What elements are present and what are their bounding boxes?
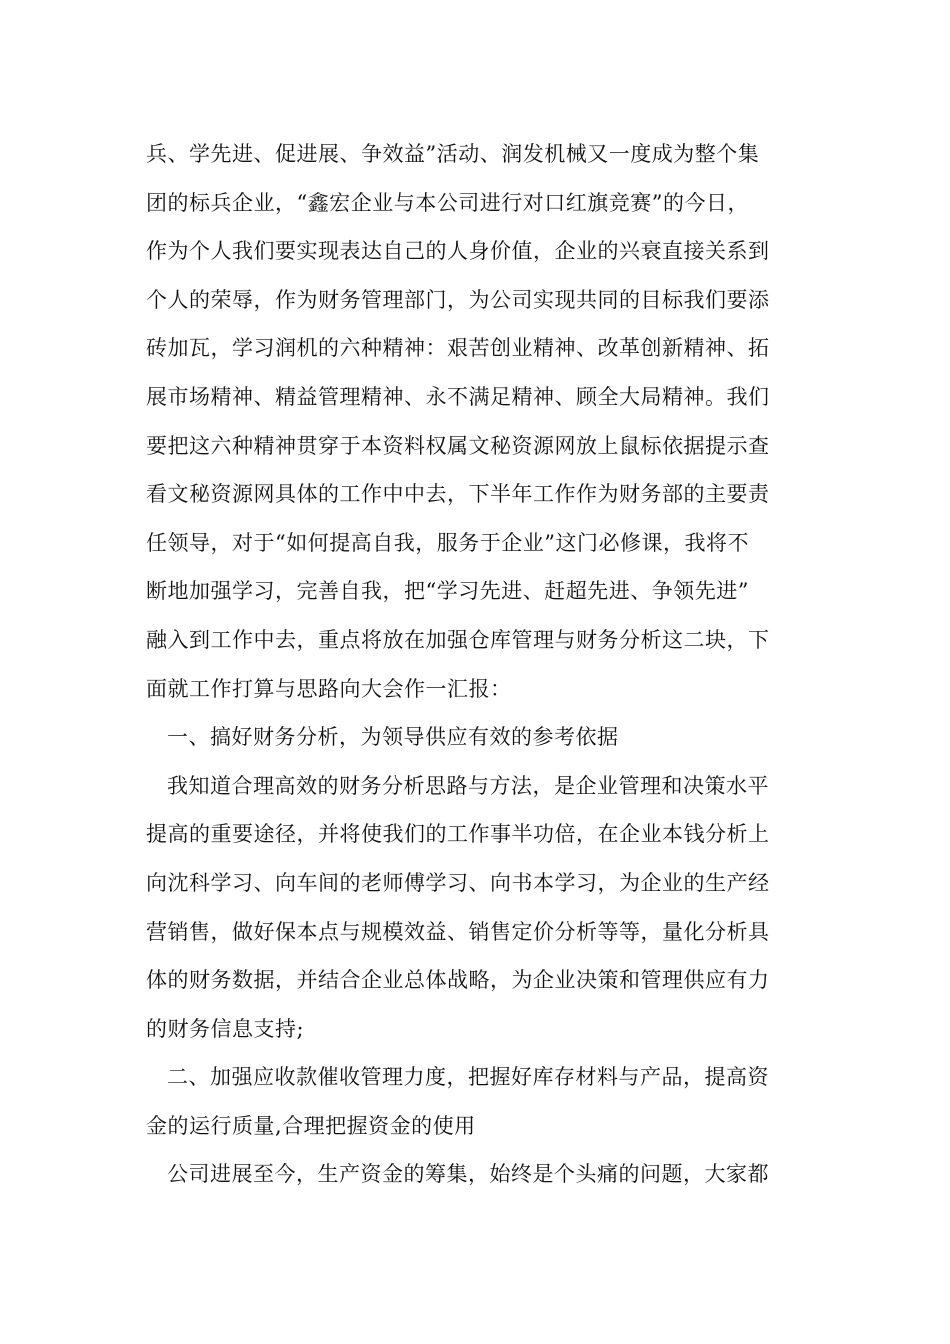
text-line: 兵、学先进、促进展、争效益”活动、润发机械又一度成为整个集 [146,142,760,166]
text-line: 金的运行质量,合理把握资金的使用 [146,1113,476,1138]
text-line: 展市场精神、精益管理精神、永不满足精神、顾全大局精神。我们 [146,384,770,409]
text-line: 个人的荣辱，作为财务管理部门，为公司实现共同的目标我们要添 [146,287,770,312]
text-line: 团的标兵企业，“鑫宏企业与本公司进行对口红旗竞赛”的今日， [146,190,749,215]
section-heading-2: 二、加强应收款催收管理力度，把握好库存材料与产品，提高资 [167,1065,769,1090]
text-line: 公司进展至今，生产资金的筹集，始终是个头痛的问题，大家都 [167,1162,769,1187]
text-line: 营销售，做好保本点与规模效益、销售定价分析等等，量化分析具 [146,919,770,944]
text-line: 任领导，对于“如何提高自我，服务于企业”这门必修课，我将不 [146,530,749,555]
text-line: 看文秘资源网具体的工作中中去，下半年工作作为财务部的主要责 [146,482,770,507]
text-line: 的财务信息支持; [146,1016,305,1041]
text-line: 融入到工作中去，重点将放在加强仓库管理与财务分析这二块，下 [146,627,770,652]
text-line: 作为个人我们要实现表达自己的人身价值，企业的兴衰直接关系到 [146,239,770,264]
text-line: 向沈科学习、向车间的老师傅学习、向书本学习，为企业的生产经 [146,870,770,895]
text-line: 我知道合理高效的财务分析思路与方法，是企业管理和决策水平 [167,773,769,798]
text-line: 砖加瓦，学习润机的六种精神：艰苦创业精神、改革创新精神、拓 [146,336,770,361]
text-line: 要把这六种精神贯穿于本资料权属文秘资源网放上鼠标依据提示查 [146,433,770,458]
text-line: 提高的重要途径，并将使我们的工作事半功倍，在企业本钱分析上 [146,822,770,847]
section-heading-1: 一、搞好财务分析，为领导供应有效的参考依据 [167,725,619,750]
text-line: 体的财务数据，并结合企业总体战略，为企业决策和管理供应有力 [146,968,770,993]
document-body [146,130,816,1199]
text-line: 面就工作打算与思路向大会作一汇报： [146,676,512,701]
text-line: 断地加强学习，完善自我，把“学习先进、赶超先进、争领先进” [146,579,749,604]
